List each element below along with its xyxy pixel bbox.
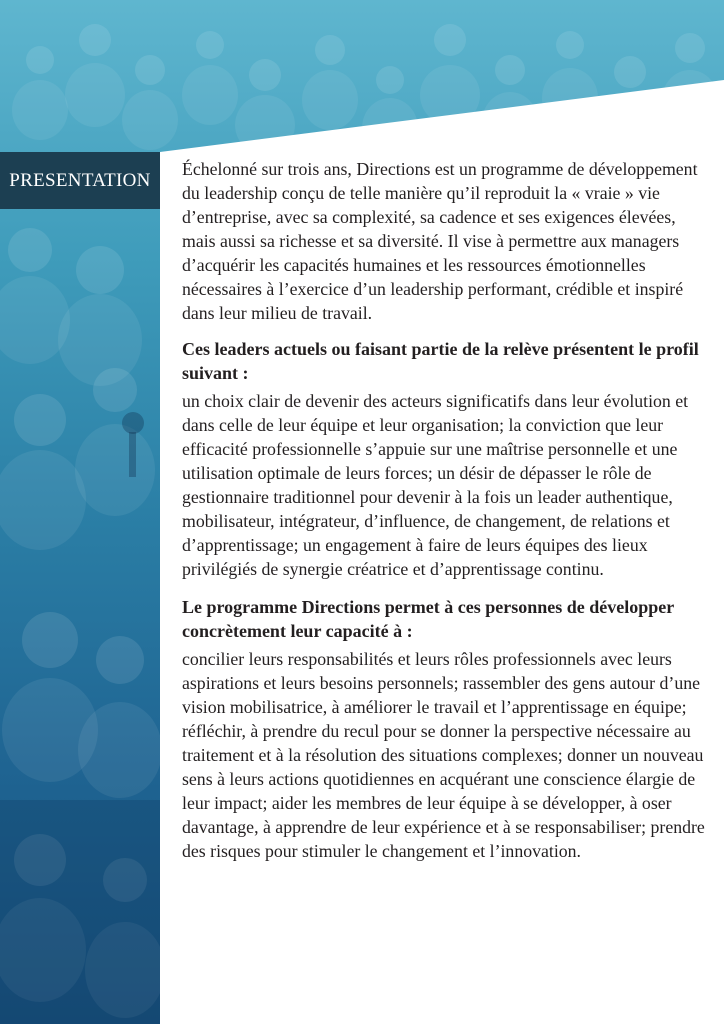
- section-label-text: PRESENTATION: [9, 169, 151, 191]
- section2-body: concilier leurs responsabilités et leurs rôles professionnels avec leurs aspirations et leurs besoins personnels; rassembler des gens autour d’une vision mobilisatrice, à améliorer le travail et l’apprentissage en équipe; réfléchir, à prendre du recul pour se donner la perspective nécessaire au traitement et à la résolution des situations complexes; donner un nouveau sens à leurs actions quotidiennes en acquérant une conscience élargie de leur impact; aider les membres de leur équipe à se développer, à oser davantage, à apprendre de leur expérience et à se responsabiliser; prendre des risques pour stimuler le changement et l’innovation.: [182, 649, 705, 861]
- section1-heading: Ces leaders actuels ou faisant partie de la relève présentent le profil suivant :: [182, 339, 699, 383]
- main-content: [182, 157, 712, 863]
- section2-heading: Le programme Directions permet à ces personnes de développer concrètement leur capacité à :: [182, 597, 674, 641]
- section-label: [0, 152, 160, 209]
- section1-body: un choix clair de devenir des acteurs significatifs dans leur évolution et dans celle de leur équipe et leur organisation; la conviction que leur efficacité professionnelle s’appuie sur une maîtrise personnelle et une utilisation optimale de leurs forces; un désir de dépasser le rôle de gestionnaire traditionnel pour devenir à la fois un leader authentique, mobilisateur, intégrateur, d’influence, de changement, de relations et d’apprentissage; un engagement à faire de leurs équipes des lieux privilégiés de synergie créatrice et d’apprentissage continu.: [182, 391, 689, 579]
- intro-paragraph: Échelonné sur trois ans, Directions est un programme de développement du leadership conçu de telle manière qu’il reproduit la « vraie » vie d’entreprise, avec sa complexité, sa cadence et ses exigences élevées, mais aussi sa richesse et sa diversité. Il vise à permettre aux managers d’acquérir les capacités humaines et les ressources émotionnelles nécessaires à l’exercice d’un leadership performant, crédible et inspiré dans leur milieu de travail.: [182, 159, 698, 323]
